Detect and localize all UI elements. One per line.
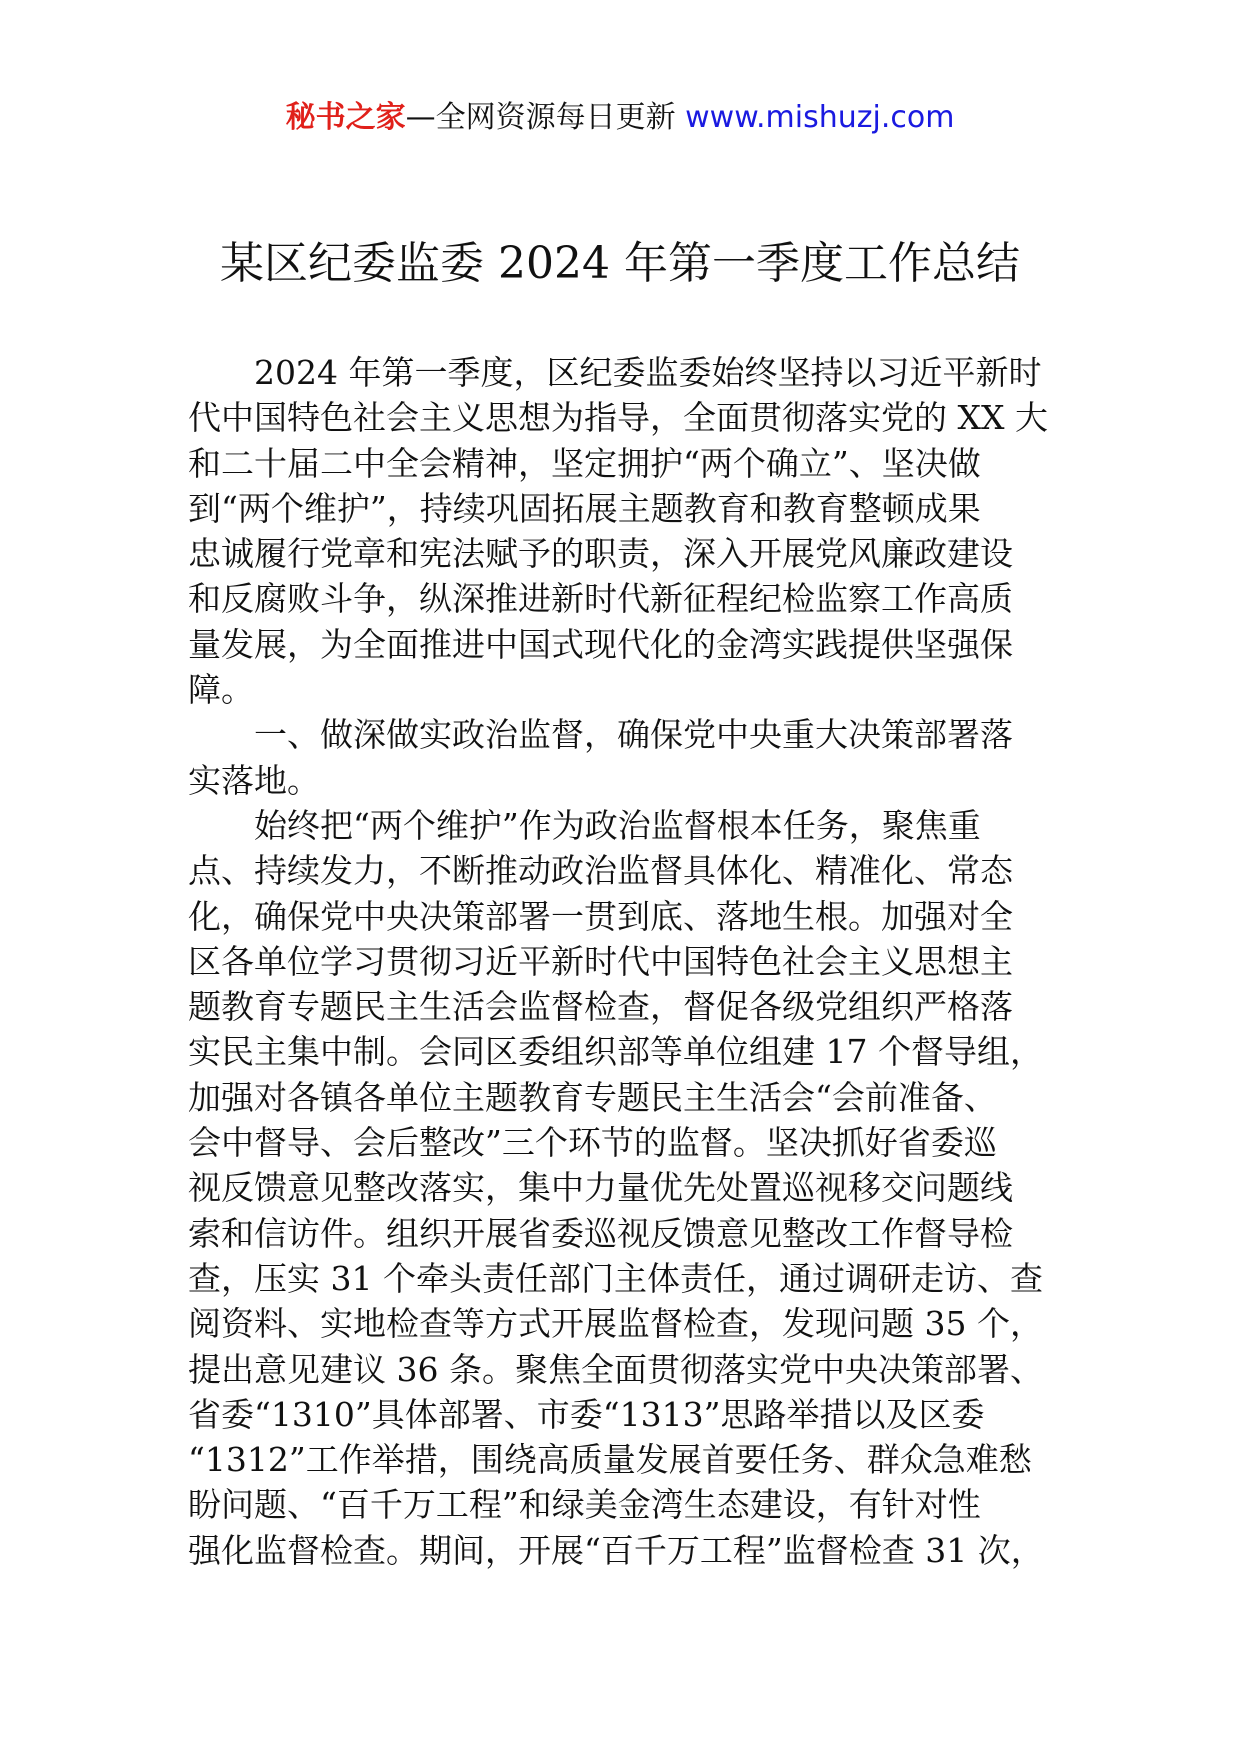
body-line: 实民主集中制。会同区委组织部等单位组建 17 个督导组，: [188, 1032, 1043, 1072]
body-line: 和二十届二中全会精神，坚定拥护“两个确立”、坚决做: [188, 443, 981, 483]
body-line: 盼问题、“百千万工程”和绿美金湾生态建设，有针对性: [188, 1485, 981, 1525]
site-brand: 秘书之家: [285, 100, 406, 135]
body-line: 点、持续发力，不断推动政治监督具体化、精准化、常态: [188, 851, 1013, 891]
body-line: 代中国特色社会主义思想为指导，全面贯彻落实党的 XX 大: [188, 398, 1048, 438]
body-line: 量发展，为全面推进中国式现代化的金湾实践提供坚强保: [188, 624, 1013, 664]
body-line: 强化监督检查。期间，开展“百千万工程”监督检查 31 次，: [188, 1530, 1044, 1570]
section-heading-continued: 实落地。: [188, 760, 320, 800]
document-body: [188, 350, 1068, 1573]
site-url-link[interactable]: www.mishuzj.com: [685, 100, 955, 135]
body-line: 化，确保党中央决策部署一贯到底、落地生根。加强对全: [188, 896, 1013, 936]
body-line: “1312”工作举措，围绕高质量发展首要任务、群众急难愁: [188, 1440, 1032, 1480]
body-line: 始终把“两个维护”作为政治监督根本任务，聚焦重: [254, 805, 981, 845]
body-line: 和反腐败斗争，纵深推进新时代新征程纪检监察工作高质: [188, 579, 1013, 619]
body-line: 索和信访件。组织开展省委巡视反馈意见整改工作督导检: [188, 1213, 1013, 1253]
body-line: 会中督导、会后整改”三个环节的监督。坚决抓好省委巡: [188, 1123, 997, 1163]
site-slogan: —全网资源每日更新: [405, 100, 676, 135]
document-title: 某区纪委监委 2024 年第一季度工作总结: [220, 238, 1020, 289]
body-line: 查，压实 31 个牵头责任部门主体责任，通过调研走访、查: [188, 1258, 1043, 1298]
body-line: 忠诚履行党章和宪法赋予的职责，深入开展党风廉政建设: [188, 534, 1013, 574]
section-heading: 一、做深做实政治监督，确保党中央重大决策部署落: [254, 715, 1013, 755]
body-line: 省委“1310”具体部署、市委“1313”思路举措以及区委: [188, 1394, 985, 1434]
body-line: 障。: [188, 670, 254, 710]
body-line: 提出意见建议 36 条。聚焦全面贯彻落实党中央决策部署、: [188, 1349, 1043, 1389]
body-line: 题教育专题民主生活会监督检查，督促各级党组织严格落: [188, 987, 1013, 1027]
body-line: 加强对各镇各单位主题教育专题民主生活会“会前准备、: [188, 1077, 997, 1117]
body-line: 2024 年第一季度，区纪委监委始终坚持以习近平新时: [254, 353, 1042, 392]
body-line: 阅资料、实地检查等方式开展监督检查，发现问题 35 个，: [188, 1304, 1043, 1344]
body-line: 视反馈意见整改落实，集中力量优先处置巡视移交问题线: [188, 1168, 1013, 1208]
site-header: [0, 98, 1240, 138]
body-line: 区各单位学习贯彻习近平新时代中国特色社会主义思想主: [188, 941, 1013, 981]
body-line: 到“两个维护”，持续巩固拓展主题教育和教育整顿成果: [188, 488, 981, 528]
